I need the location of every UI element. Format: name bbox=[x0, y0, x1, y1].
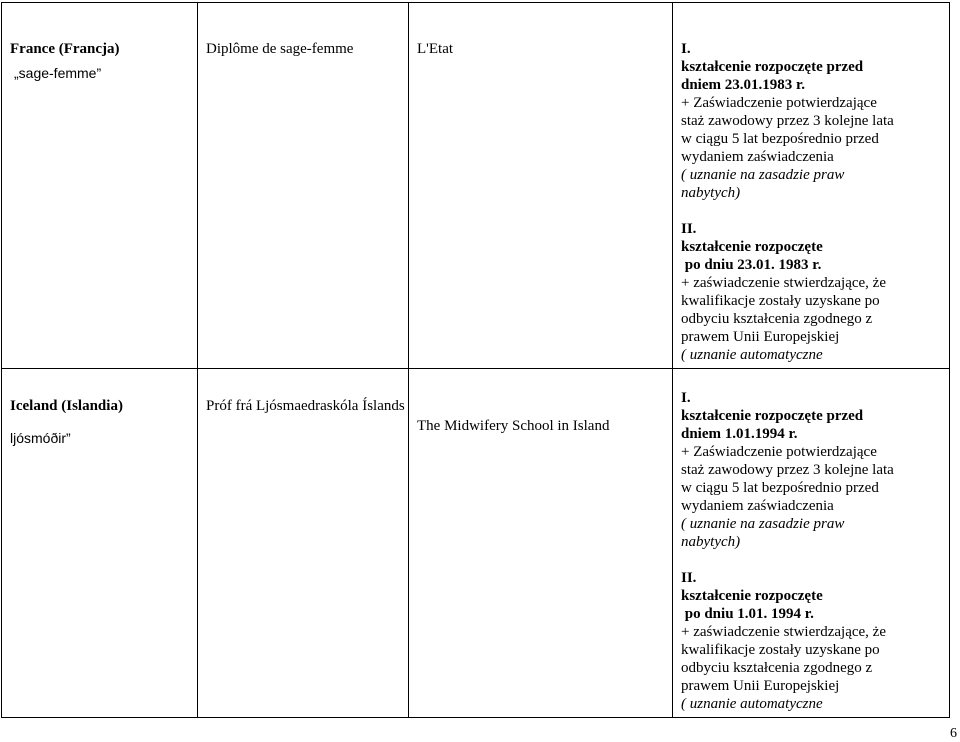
qualifications-table bbox=[1, 2, 950, 718]
section-i-bold-line: dniem 1.01.1994 r. bbox=[681, 426, 798, 442]
conditions-cell bbox=[673, 369, 950, 718]
section-i-line: w ciągu 5 lat bezpośrednio przed bbox=[681, 480, 879, 496]
section-i-note: nabytych) bbox=[681, 185, 741, 201]
section-ii-line: kwalifikacje zostały uzyskane po bbox=[681, 293, 880, 309]
conditions-cell bbox=[673, 3, 950, 369]
section-i-heading: I. bbox=[681, 41, 691, 57]
section-ii-line: prawem Unii Europejskiej bbox=[681, 678, 840, 694]
section-ii-bold-line: po dniu 23.01. 1983 r. bbox=[681, 257, 822, 273]
table-row-iceland bbox=[2, 369, 950, 718]
section-ii-line: odbyciu kształcenia zgodnego z bbox=[681, 660, 873, 676]
country-cell bbox=[2, 3, 198, 369]
section-i-bold-line: dniem 23.01.1983 r. bbox=[681, 77, 806, 93]
professional-title: ljósmóðir” bbox=[10, 430, 71, 446]
section-i-line: wydaniem zaświadczenia bbox=[681, 149, 834, 165]
diploma-name: Próf frá Ljósmaedraskóla Íslands bbox=[206, 398, 405, 414]
section-i-note: ( uznanie na zasadzie praw bbox=[681, 516, 845, 532]
section-ii-line: kwalifikacje zostały uzyskane po bbox=[681, 642, 880, 658]
awarding-body: L'Etat bbox=[417, 41, 454, 57]
diploma-name: Diplôme de sage-femme bbox=[206, 41, 354, 57]
section-ii-heading: II. bbox=[681, 221, 697, 237]
section-i-note: nabytych) bbox=[681, 534, 741, 550]
section-ii-bold-line: kształcenie rozpoczęte bbox=[681, 588, 823, 604]
country-cell bbox=[2, 369, 198, 718]
diploma-cell bbox=[198, 3, 409, 369]
section-ii-bold-line: po dniu 1.01. 1994 r. bbox=[681, 606, 814, 622]
awarding-body-cell bbox=[409, 3, 673, 369]
section-ii-bold-line: kształcenie rozpoczęte bbox=[681, 239, 823, 255]
section-ii-note: ( uznanie automatyczne bbox=[681, 347, 823, 363]
section-i-line: staż zawodowy przez 3 kolejne lata bbox=[681, 113, 894, 129]
section-i-bold-line: kształcenie rozpoczęte przed bbox=[681, 59, 864, 75]
section-i-heading: I. bbox=[681, 390, 691, 406]
diploma-cell bbox=[198, 369, 409, 718]
country-name: France (Francja) bbox=[10, 41, 120, 57]
section-i-note: ( uznanie na zasadzie praw bbox=[681, 167, 845, 183]
section-i-bold-line: kształcenie rozpoczęte przed bbox=[681, 408, 864, 424]
section-i-line: staż zawodowy przez 3 kolejne lata bbox=[681, 462, 894, 478]
page-number: 6 bbox=[950, 726, 957, 741]
professional-title: „sage-femme” bbox=[14, 65, 102, 81]
section-ii-line: prawem Unii Europejskiej bbox=[681, 329, 840, 345]
awarding-body: The Midwifery School in Island bbox=[417, 418, 610, 434]
awarding-body-cell bbox=[409, 369, 673, 718]
section-ii-line: odbyciu kształcenia zgodnego z bbox=[681, 311, 873, 327]
section-ii-note: ( uznanie automatyczne bbox=[681, 696, 823, 712]
section-i-line: + Zaświadczenie potwierdzające bbox=[681, 444, 877, 460]
section-ii-line: + zaświadczenie stwierdzające, że bbox=[681, 275, 886, 291]
section-i-line: + Zaświadczenie potwierdzające bbox=[681, 95, 877, 111]
country-name: Iceland (Islandia) bbox=[10, 398, 123, 414]
section-ii-line: + zaświadczenie stwierdzające, że bbox=[681, 624, 886, 640]
section-i-line: wydaniem zaświadczenia bbox=[681, 498, 834, 514]
section-ii-heading: II. bbox=[681, 570, 697, 586]
section-i-line: w ciągu 5 lat bezpośrednio przed bbox=[681, 131, 879, 147]
table-row-france bbox=[2, 3, 950, 369]
